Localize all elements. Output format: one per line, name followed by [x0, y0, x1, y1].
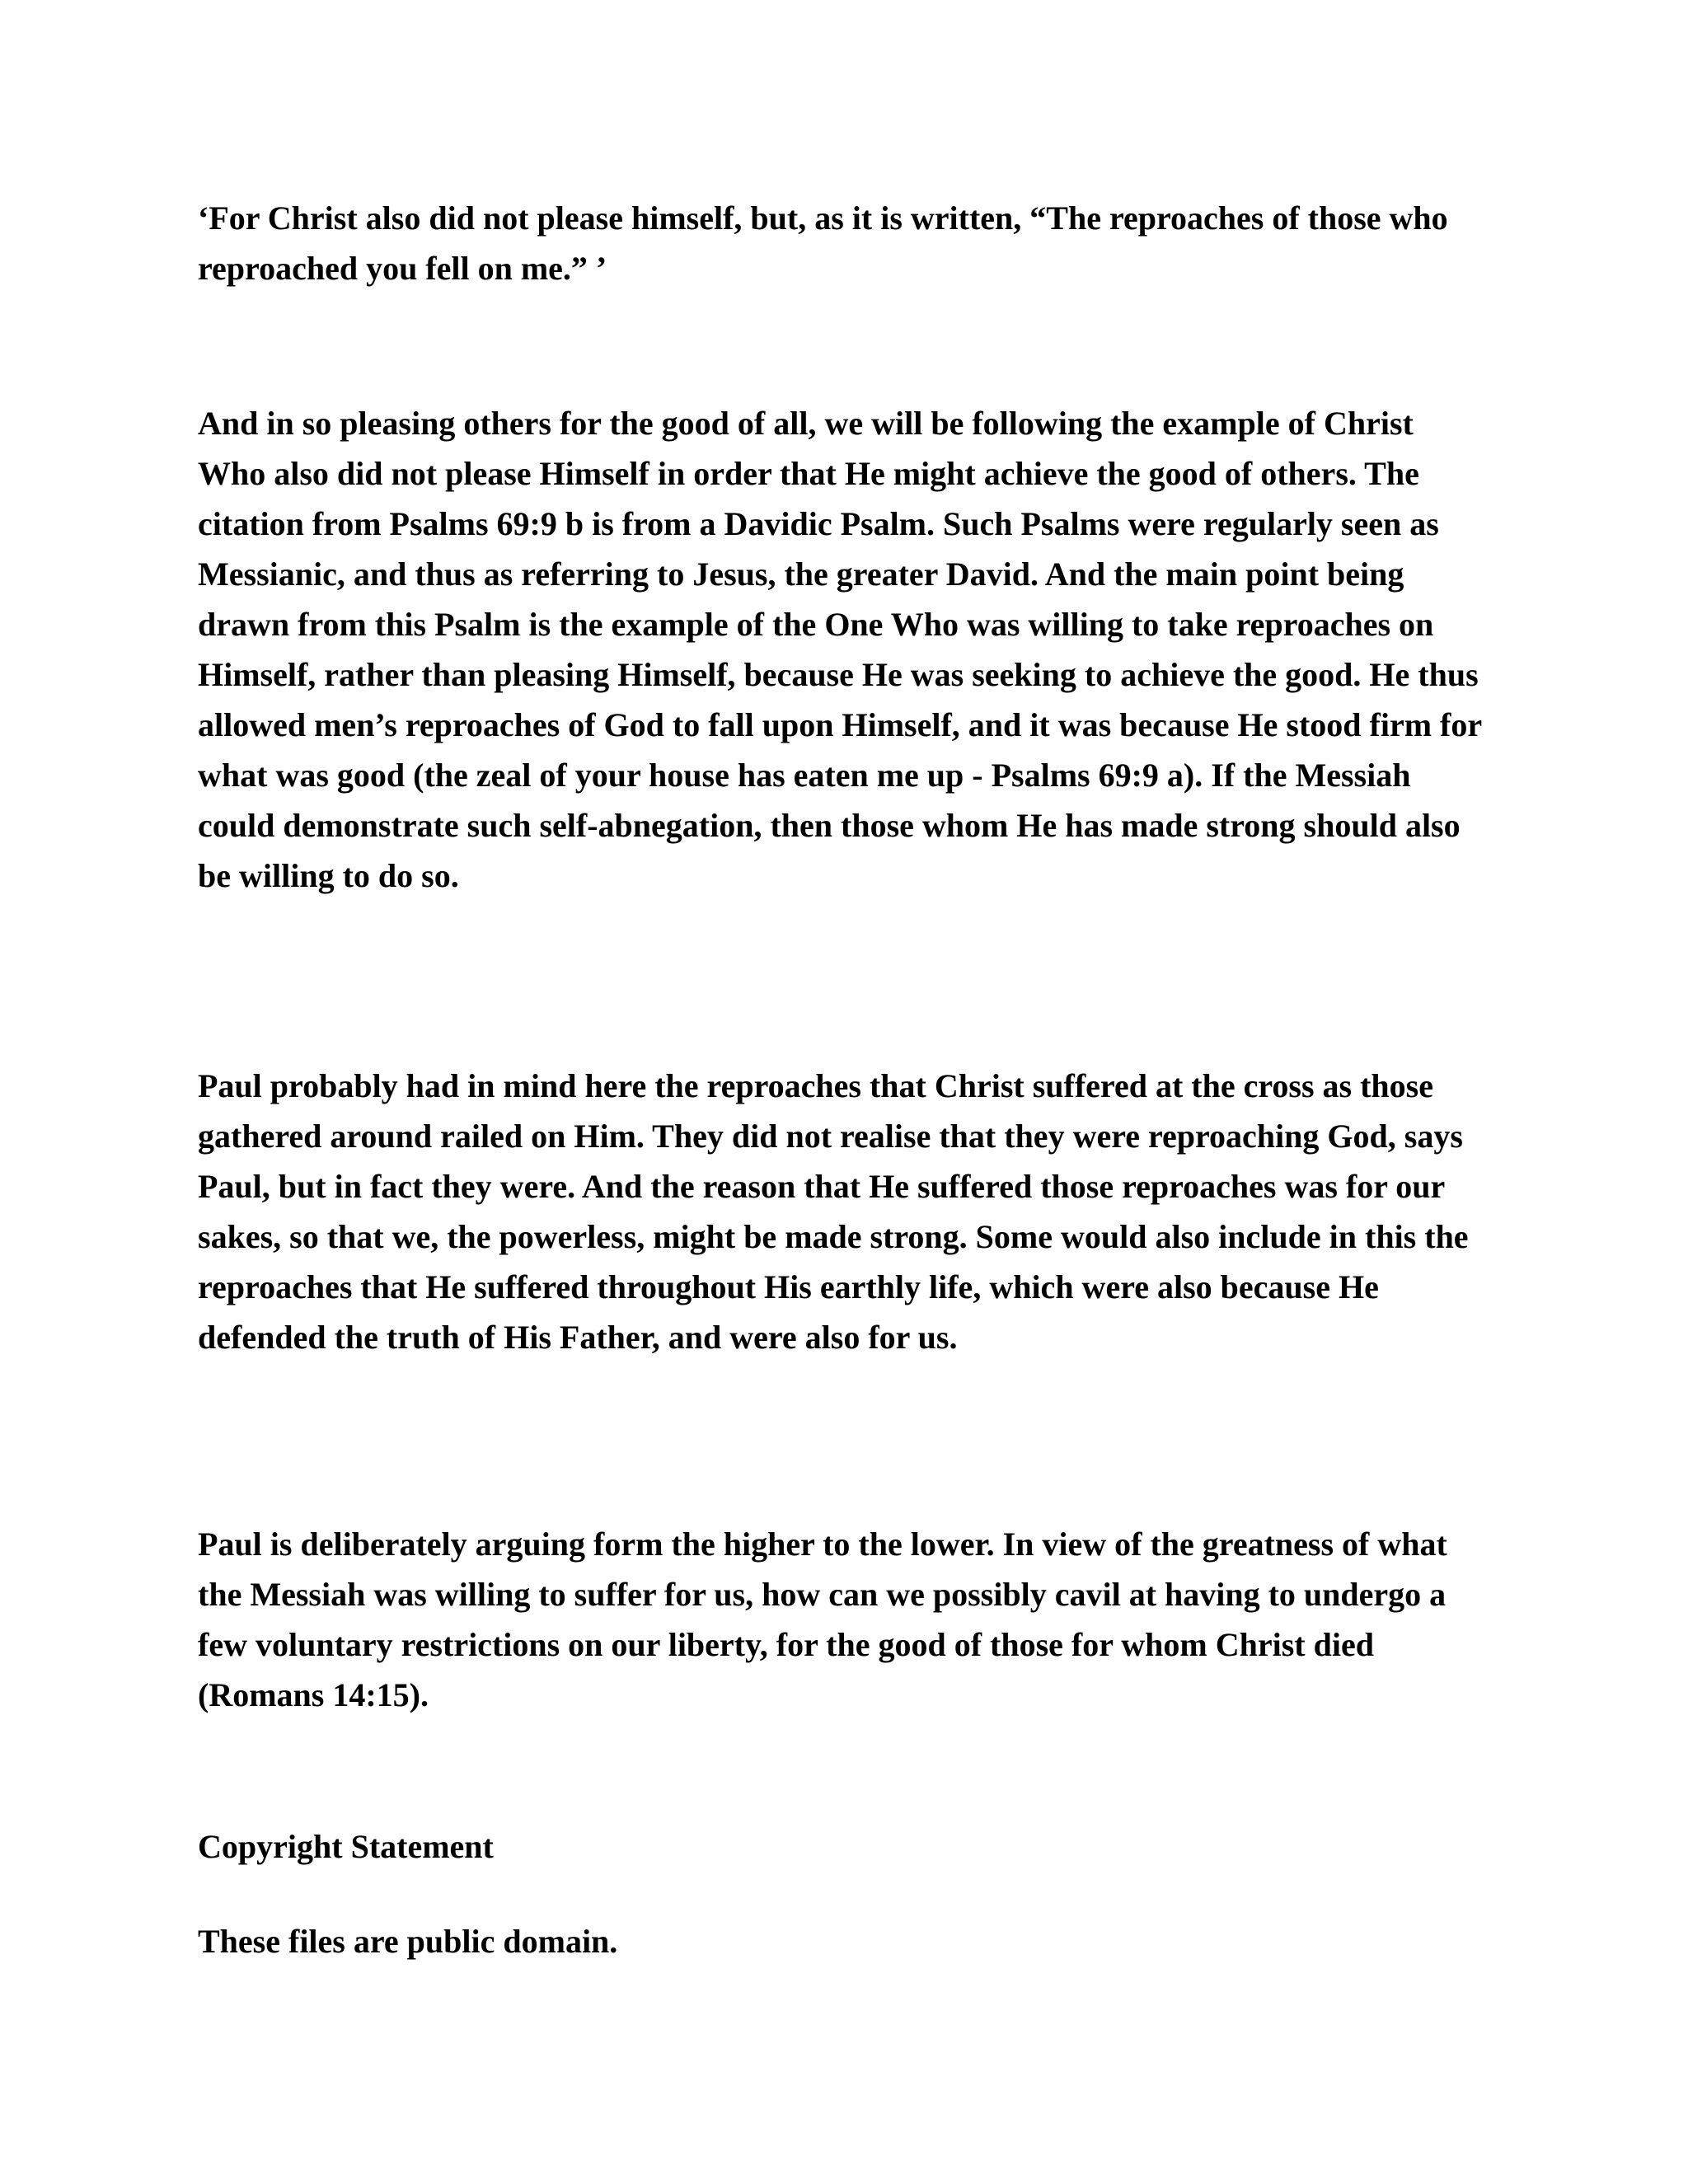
copyright-text: These files are public domain. — [198, 1923, 618, 1960]
paragraph-quote: ‘For Christ also did not please himself, but, as it is written, “The reproaches of those who reproached you fell on me.” ’ — [198, 199, 1448, 287]
paragraph-commentary-2: Paul probably had in mind here the reproaches that Christ suffered at the cross as those gathered around railed on Him. They did not realise that they were reproaching God, says Paul, but in fact they were. And the reason that He suffered those reproaches was for our sakes, so that we, the powerless, might be made strong. Some would also include in this the reproaches that He suffered throughout His earthly life, which were also because He defended the truth of His Father, and were also for us. — [198, 1067, 1469, 1356]
paragraph-commentary-1: And in so pleasing others for the good of all, we will be following the example of Christ Who also did not please Himself in order that He might achieve the good of others. The citation from Psalms 69:9 b is from a Davidic Psalm. Such Psalms were regularly seen as Messianic, and thus as referring to Jesus, the greater David. And the main point being drawn from this Psalm is the example of the One Who was willing to take reproaches on Himself, rather than pleasing Himself, because He was seeking to achieve the good. He thus allowed men’s reproaches of God to fall upon Himself, and it was because He stood firm for what was good (the zeal of your house has eaten me up - Psalms 69:9 a). If the Messiah could demonstrate such self-abnegation, then those whom He has made strong should also be willing to do so. — [198, 405, 1482, 894]
paragraph-commentary-3: Paul is deliberately arguing form the higher to the lower. In view of the greatness of what the Messiah was willing to suffer for us, how can we possibly cavil at having to undergo a few voluntary restrictions on our liberty, for the good of those for whom Christ died (Romans 14:15). — [198, 1526, 1447, 1713]
copyright-heading: Copyright Statement — [198, 1828, 494, 1865]
